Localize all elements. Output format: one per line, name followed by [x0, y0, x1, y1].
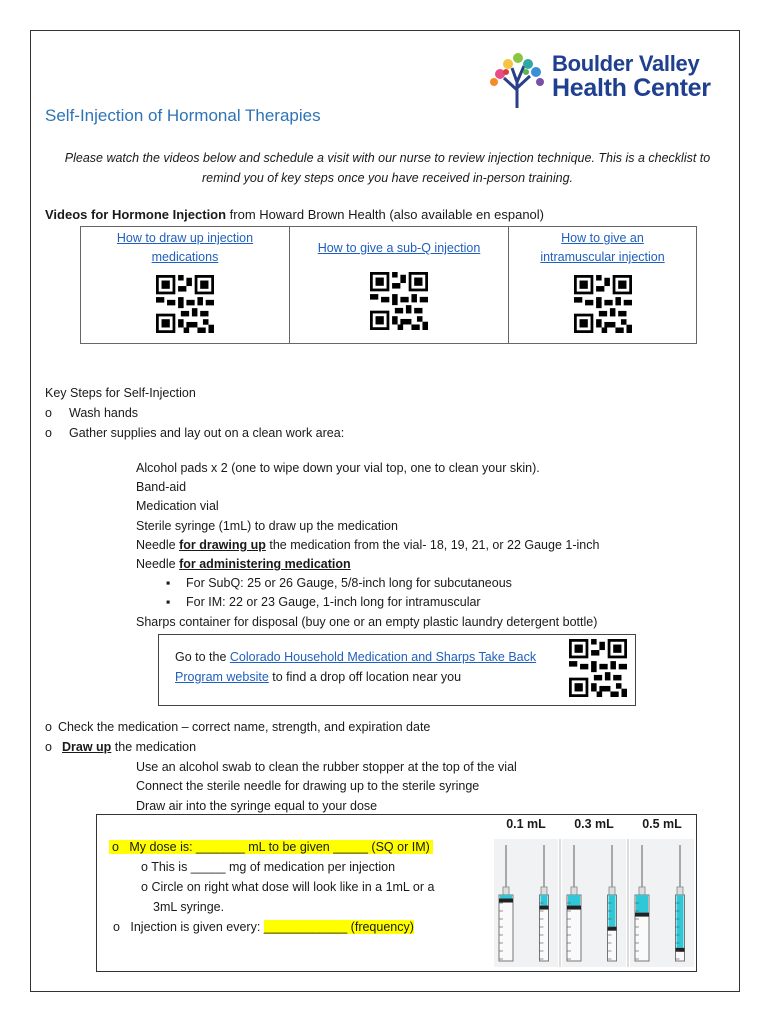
syringe-fill-mark [541, 895, 548, 906]
qr-code-icon [370, 272, 428, 330]
syringe-panel [492, 817, 697, 967]
videos-heading-source: from Howard Brown Health (also available en espanol) [226, 207, 544, 222]
video-link-draw-up[interactable]: How to draw up injection medications [116, 231, 254, 264]
step-check-medication [45, 717, 430, 737]
syringe-illustrations [492, 839, 697, 967]
frequency-highlight: ____________ (frequency) [263, 920, 414, 934]
qr-code-icon [574, 275, 632, 333]
logo-tree-icon [482, 50, 552, 110]
mg-per-injection-text: This is _____ mg of medication per injection [151, 860, 396, 874]
videos-heading-bold: Videos for Hormone Injection [45, 207, 227, 222]
draw-air: Draw air into the syringe equal to your dose [136, 799, 378, 813]
supply-sharps: Sharps container for disposal (buy one or an empty plastic laundry detergent bottle) [136, 614, 598, 629]
step-wash-hands [45, 403, 138, 423]
syringe-hub-icon [503, 887, 509, 895]
syringe-plunger-icon [540, 906, 549, 910]
needle-draw-detail: the medication from the vial- 18, 19, 21, or 22 Gauge 1-inch [265, 537, 600, 552]
video-link-im[interactable]: How to give an intramuscular injection [540, 231, 665, 264]
syringe-labels [492, 817, 697, 831]
syringe-fill-mark [500, 895, 512, 899]
sharps-takeback-box [158, 634, 636, 706]
bullet-icon: o [141, 880, 148, 894]
qr-code-icon [569, 639, 627, 697]
step-gather [45, 423, 344, 443]
video-cell-im [509, 227, 697, 344]
mg-per-injection [109, 857, 434, 877]
video-link-subq[interactable]: How to give a sub-Q injection [317, 241, 481, 255]
bullet-icon: o [45, 720, 52, 734]
videos-table [80, 226, 697, 344]
syringe-label-1: 0.3 mL [574, 817, 614, 831]
key-steps-heading: Key Steps for Self-Injection [45, 386, 196, 400]
step-wash-hands-text: Wash hands [69, 406, 139, 420]
needle-draw-prefix: Needle [136, 537, 180, 552]
supply-needle-admin [136, 555, 599, 574]
syringe-fill-mark [636, 895, 648, 913]
syringe-hub-icon [639, 887, 645, 895]
syringe-label-0: 0.1 mL [506, 817, 546, 831]
sharps-takeback-text [175, 647, 555, 687]
syringe-label-2: 0.5 mL [642, 817, 682, 831]
supply-vial: Medication vial [136, 499, 219, 514]
syringe-plunger-icon [635, 913, 649, 917]
org-name-line1: Boulder Valley [552, 51, 700, 76]
my-dose-text: My dose is: _______ mL to be given _____ (SQ or IM) [129, 840, 430, 854]
bullet-icon: o [113, 920, 120, 934]
needle-admin-prefix: Needle [136, 557, 180, 572]
bullet-icon: o [45, 426, 52, 440]
dose-box [96, 814, 697, 972]
circle-dose-2: 3mL syringe. [153, 900, 225, 914]
page-title: Self-Injection of Hormonal Therapies [45, 106, 321, 125]
sharps-text-pre: Go to the [175, 650, 230, 664]
circle-dose-1 [109, 877, 434, 897]
intro-text: Please watch the videos below and schedule a visit with our nurse to review injection technique. This is a checklist to remind you of key steps once you have received in-person training. [64, 151, 711, 185]
org-name [552, 52, 711, 100]
bullet-icon: o [141, 860, 148, 874]
draw-connect: Connect the sterile needle for drawing up to the sterile syringe [136, 779, 480, 793]
syringe-hub-icon [609, 887, 615, 895]
syringe-hub-icon [541, 887, 547, 895]
step-draw-up-bold: Draw up [62, 740, 112, 754]
supply-bandaid: Band-aid [136, 480, 187, 495]
frequency-prefix: Injection is given every: [130, 920, 264, 934]
dose-lines [109, 837, 434, 937]
bullet-icon: o [45, 740, 52, 754]
supply-needle-draw [136, 536, 599, 555]
sharps-takeback-link[interactable]: Colorado Household Medication and Sharps Take Back Program website [175, 650, 537, 684]
syringe-plunger-icon [499, 899, 513, 903]
videos-heading [45, 207, 544, 222]
syringe-hub-icon [571, 887, 577, 895]
needle-admin-emphasis: for administering medication [179, 557, 351, 572]
frequency-line [109, 917, 434, 937]
org-name-line2: Health Center [552, 74, 711, 102]
needle-draw-emphasis: for drawing up [179, 537, 266, 552]
draw-swab: Use an alcohol swab to clean the rubber stopper at the top of the vial [136, 760, 517, 774]
supply-alcohol: Alcohol pads x 2 (one to wipe down your vial top, one to clean your skin). [136, 461, 540, 475]
supplies-list [136, 459, 599, 632]
my-dose-line [109, 837, 434, 857]
step-draw-up [45, 737, 196, 757]
bullet-icon: o [112, 840, 119, 854]
step-gather-text: Gather supplies and lay out on a clean work area: [69, 426, 345, 440]
supply-im-needle: ▪ For IM: 22 or 23 Gauge, 1-inch long for intramuscular [161, 593, 599, 612]
circle-dose-text: Circle on right what dose will look like in a 1mL or a [151, 880, 435, 894]
step-draw-up-rest: the medication [111, 740, 197, 754]
bullet-icon: o [45, 406, 52, 420]
my-dose-highlight [109, 840, 433, 854]
sharps-text-post: to find a drop off location near you [268, 670, 462, 684]
syringe-plunger-icon [567, 906, 581, 910]
syringe-hub-icon [677, 887, 683, 895]
supply-subq-needle: ▪ For SubQ: 25 or 26 Gauge, 5/8-inch long for subcutaneous [161, 574, 599, 593]
supply-syringe: Sterile syringe (1mL) to draw up the medication [136, 518, 398, 533]
video-cell-draw-up [81, 227, 290, 344]
qr-code-icon [156, 275, 214, 333]
video-cell-subq [290, 227, 509, 344]
step-check-text: Check the medication – correct name, strength, and expiration date [57, 720, 431, 734]
syringe-fill-mark [568, 895, 580, 906]
